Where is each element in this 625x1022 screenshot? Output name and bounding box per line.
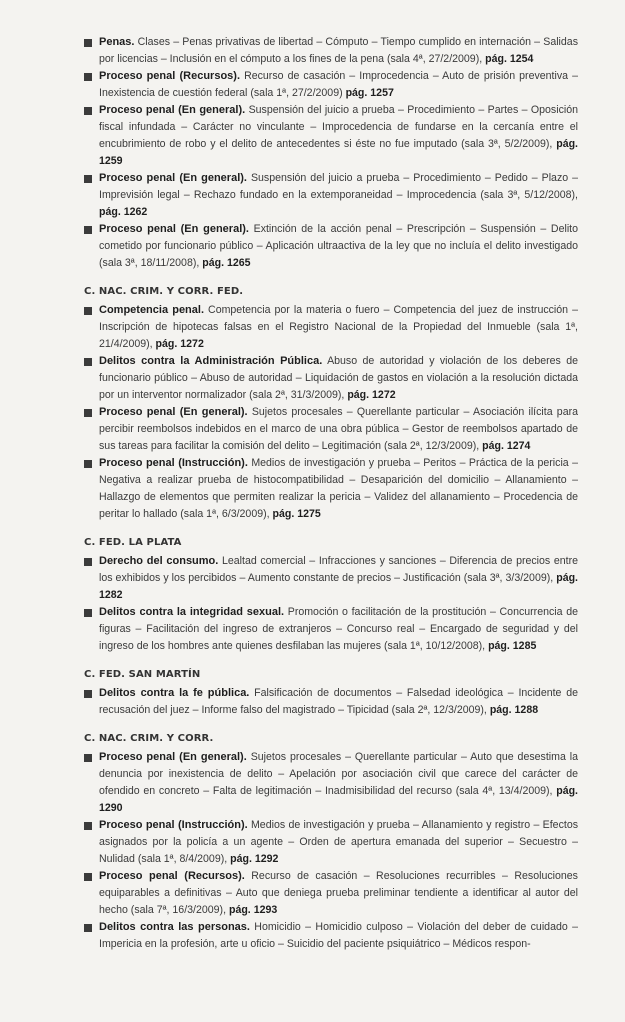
page-reference: pág. 1272 [347, 389, 396, 401]
court-heading: C. FED. SAN MARTÍN [84, 669, 201, 680]
page-reference: pág. 1262 [99, 206, 148, 218]
entry [84, 685, 578, 719]
square-bullet-icon [84, 39, 92, 47]
entry [84, 919, 578, 953]
entry-text: Lealtad comercial – Infracciones y sanciones – Diferencia de precios entre los exhibidos y los percibidos – Aumento constante de precios – Justificación (sala 3ª, 3/3/2009), [99, 555, 578, 584]
entry-topic: Delitos contra las personas. [99, 921, 250, 933]
square-bullet-icon [84, 409, 92, 417]
entry-text: Suspensión del juicio a prueba – Procedimiento – Pedido – Plazo – Imprevisión legal – Rechazo fundado en la extemporaneidad – Improcedencia (sala 3ª, 5/12/2008), [99, 172, 579, 201]
entry-text: Sujetos procesales – Querellante particular – Asociación ilícita para percibir reembolsos indebidos en el marco de una obra pública – Gestor de reembolsos apartado de sus tareas para facilitar la comisión del delito – Legitimación (sala 2ª, 12/3/2009), [99, 406, 579, 452]
entry [84, 170, 578, 221]
entry-text: Promoción o facilitación de la prostitución – Concurrencia de figuras – Facilitación del ingreso de extranjeros – Concurso real – Encargado de seguridad y del ingreso de los hombres ante quienes desfilaban las mujeres (sala 1ª, 10/12/2008), [99, 606, 578, 652]
entry [84, 749, 578, 817]
square-bullet-icon [84, 307, 92, 315]
entry-text: Sujetos procesales – Querellante particular – Auto que desestima la denuncia por inexistencia de delito – Apelación por asociación civil que carece del carácter de ofendido en concreto – Falta de legitimación – Inadmisibilidad del recurso (sala 4ª, 13/4/2009), [99, 751, 578, 797]
entry [84, 817, 578, 868]
entry [84, 553, 578, 604]
entry-topic: Proceso penal (En general). [99, 406, 248, 418]
entry-topic: Proceso penal (En general). [99, 172, 247, 184]
page-reference: pág. 1257 [345, 87, 394, 99]
page-reference: pág. 1259 [99, 138, 578, 167]
section [84, 34, 578, 272]
entry-topic: Proceso penal (Instrucción). [99, 819, 248, 831]
entry-topic: Proceso penal (Recursos). [99, 870, 245, 882]
square-bullet-icon [84, 822, 92, 830]
entry-text: Recurso de casación – Resoluciones recurribles – Resoluciones equiparables a definitivas – Auto que deniega prueba preliminar tendiente a identificar al autor del hecho (sala 7ª, 16/3/2009), [99, 870, 578, 916]
entry [84, 68, 578, 102]
page-reference: pág. 1272 [155, 338, 204, 350]
square-bullet-icon [84, 609, 92, 617]
entry-text: Homicidio – Homicidio culposo – Violación del deber de cuidado – Impericia en la profesión, arte u oficio – Suicidio del paciente psiquiátrico – Médicos respon- [99, 921, 578, 950]
index-list [84, 34, 578, 953]
entry-text: Medios de investigación y prueba – Peritos – Práctica de la pericia – Negativa a realizar prueba de histocompatibilidad – Desaparición del domicilio – Allanamiento – Hallazgo de elementos que permiten realizar la pericia – Validez del allanamiento – Procedencia de peritar lo hallado (sala 1ª, 6/3/2009), [99, 457, 579, 520]
square-bullet-icon [84, 226, 92, 234]
square-bullet-icon [84, 924, 92, 932]
entry-topic: Proceso penal (Recursos). [99, 70, 241, 82]
page-reference: pág. 1292 [230, 853, 279, 865]
square-bullet-icon [84, 175, 92, 183]
page-reference: pág. 1293 [228, 904, 278, 916]
page-reference: pág. 1275 [272, 508, 321, 520]
entry-topic: Derecho del consumo. [99, 555, 219, 567]
entry [84, 404, 578, 455]
entry [84, 868, 578, 919]
entry [84, 455, 578, 523]
page-reference: pág. 1265 [202, 257, 251, 269]
entry [84, 221, 578, 272]
entry-text: Abuso de autoridad y violación de los deberes de funcionario público – Abuso de autoridad – Liquidación de gastos en violación a la resolución dictada por un interventor normalizador (sala 2ª, 31/3/2009), [99, 355, 579, 401]
square-bullet-icon [84, 558, 92, 566]
entry [84, 102, 578, 170]
entry-topic: Proceso penal (Instrucción). [99, 457, 248, 469]
entry-topic: Proceso penal (En general). [99, 104, 246, 116]
court-heading: C. NAC. CRIM. Y CORR. FED. [84, 286, 244, 297]
section [84, 285, 578, 523]
entry-topic: Proceso penal (En general). [99, 223, 249, 235]
page-reference: pág. 1282 [99, 572, 578, 601]
entry-topic: Delitos contra la fe pública. [99, 687, 250, 699]
page-reference: pág. 1288 [489, 704, 539, 716]
entry-topic: Competencia penal. [99, 304, 205, 316]
page-reference: pág. 1290 [99, 785, 578, 814]
section [84, 668, 578, 719]
entry-text: Competencia por la materia o fuero – Competencia del juez de instrucción – Inscripción de hipotecas falsas en el Registro Nacional de la Propiedad del Inmueble (sala 1ª, 21/4/2009), [99, 304, 578, 350]
square-bullet-icon [84, 873, 92, 881]
entry [84, 604, 578, 655]
entry-topic: Proceso penal (En general). [99, 751, 247, 763]
entry [84, 34, 578, 68]
entry-text: Medios de investigación y prueba – Allanamiento y registro – Efectos asignados por la policía a un agente – Orden de apertura emanada del superior – Secuestro – Nulidad (sala 1ª, 8/4/2009), [99, 819, 579, 865]
section [84, 732, 578, 953]
court-heading: C. FED. LA PLATA [84, 537, 182, 548]
square-bullet-icon [84, 107, 92, 115]
court-heading: C. NAC. CRIM. Y CORR. [84, 733, 214, 744]
page-reference: pág. 1254 [485, 53, 534, 65]
page-reference: pág. 1285 [488, 640, 537, 652]
entry-text: Suspensión del juicio a prueba – Procedimiento – Partes – Oposición fiscal infundada – Carácter no vinculante – Improcedencia de fundarse en la cercanía entre el encubrimiento de robo y el delito de antecedentes si éste no fue imputado (sala 3ª, 5/2/2009), [99, 104, 579, 150]
square-bullet-icon [84, 690, 92, 698]
square-bullet-icon [84, 73, 92, 81]
page-reference: pág. 1274 [482, 440, 531, 452]
entry [84, 353, 578, 404]
square-bullet-icon [84, 754, 92, 762]
section [84, 536, 578, 655]
entry-topic: Delitos contra la integridad sexual. [99, 606, 285, 618]
entry [84, 302, 578, 353]
entry-topic: Penas. [99, 36, 135, 48]
entry-text: Clases – Penas privativas de libertad – Cómputo – Tiempo cumplido en internación – Salidas por licencias – Inclusión en el cómputo a los fines de la pena (sala 4ª, 27/2/2009), [99, 36, 578, 65]
square-bullet-icon [84, 460, 92, 468]
entry-text: Recurso de casación – Improcedencia – Auto de prisión preventiva – Inexistencia de cuestión federal (sala 1ª, 27/2/2009) [99, 70, 578, 99]
square-bullet-icon [84, 358, 92, 366]
entry-topic: Delitos contra la Administración Pública. [99, 355, 323, 367]
entry-text: Extinción de la acción penal – Prescripción – Suspensión – Delito cometido por funcionario público – Aplicación ultraactiva de la ley que no incluía el delito investigado (sala 3ª, 18/11/2008), [99, 223, 579, 269]
entry-text: Falsificación de documentos – Falsedad ideológica – Incidente de recusación del juez – Informe falso del magistrado – Tipicidad (sala 2ª, 12/3/2009), [99, 687, 578, 716]
